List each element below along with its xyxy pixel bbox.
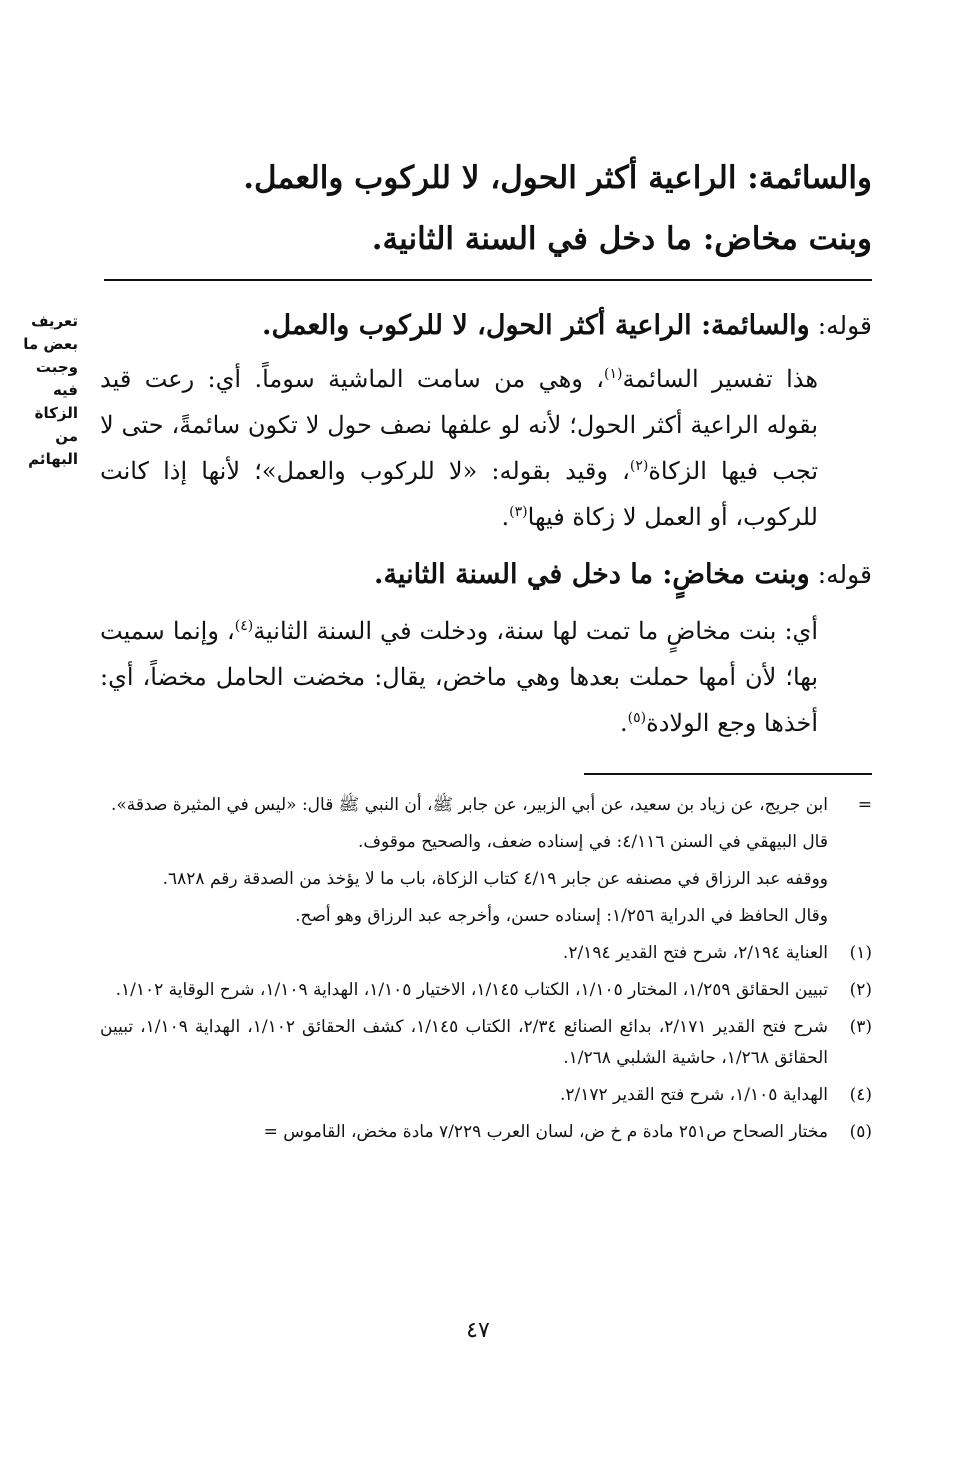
section1-qawluhu: قوله:	[817, 311, 872, 340]
footnote-text: العناية ٢/١٩٤، شرح فتح القدير ٢/١٩٤.	[562, 943, 828, 963]
section2-quote: وبنت مخاضٍ: ما دخل في السنة الثانية.	[374, 559, 810, 590]
section1-text-c: ، وقيد بقوله: «لا للركوب والعمل»؛ لأنها إذا كانت للركوب، أو العمل لا زكاة فيها	[100, 457, 818, 531]
section2-paragraph	[100, 608, 872, 746]
footnote-number: (٢)	[849, 980, 872, 1000]
footnote-item	[100, 1080, 872, 1111]
footnote-text: الهداية ١/١٠٥، شرح فتح القدير ٢/١٧٢.	[559, 1085, 828, 1105]
footnote-item	[100, 1117, 872, 1148]
section1-text-b: ، وهي من سامت الماشية سوماً. أي: رعت قيد بقوله الراعية أكثر الحول؛ لأنه لو علفها نصف حول لا تكون سائمةً، حتى لا تجب فيها الزكاة	[100, 365, 819, 485]
footnote-item	[100, 938, 872, 969]
footnote-text: شرح فتح القدير ٢/١٧١، بدائع الصنائع ٢/٣٤، الكتاب ١/١٤٥، كشف الحقائق ١/١٠٢، الهداية ١/١٠٩، تبيين الحقائق ١/٢٦٨، حاشية الشلبي ١/٢٦٨.	[100, 1017, 829, 1068]
page-number: ٤٧	[466, 1318, 490, 1343]
section1-heading	[112, 306, 872, 346]
footnote-ref-4: (٤)	[234, 618, 254, 634]
matn-line-1: والسائمة: الراعية أكثر الحول، لا للركوب والعمل.	[243, 160, 872, 196]
footnote-extra-line: ووقفه عبد الرزاق في مصنفه عن جابر ٤/١٩ كتاب الزكاة، باب ما لا يؤخذ من الصدقة رقم ٦٨٢٨.	[162, 869, 828, 889]
section2-heading	[112, 555, 872, 595]
footnote-item	[100, 975, 872, 1006]
footnote-number: (٤)	[849, 1085, 872, 1105]
footnote-ref-2: (٢)	[629, 458, 649, 474]
footnote-ref-5: (٥)	[627, 710, 647, 726]
footnotes	[100, 790, 872, 1154]
footnote-text: مختار الصحاح ص٢٥١ مادة م خ ض، لسان العرب ٧/٢٢٩ مادة مخض، القاموس =	[263, 1122, 828, 1142]
margin-note: تعريف بعض ما وجبت فيه الزكاة من البهائم	[23, 312, 78, 468]
matn-line-2: وبنت مخاض: ما دخل في السنة الثانية.	[371, 221, 872, 257]
footnote-continuation	[100, 790, 872, 821]
footnote-continuation-text: ابن جريج، عن زياد بن سعيد، عن أبي الزبير، عن جابر ﷺ، أن النبي ﷺ قال: «ليس في المثيرة صدقة».	[110, 795, 828, 815]
footnote-ref-1: (١)	[604, 366, 623, 382]
section1-text-d: .	[501, 503, 510, 531]
footnote-ref-3: (٣)	[509, 504, 528, 520]
footnote-number: (٣)	[849, 1017, 872, 1037]
matn-separator-rule	[104, 279, 872, 281]
section1-paragraph	[100, 356, 872, 540]
footnote-item	[100, 1012, 872, 1074]
section2-text-b: ، وإنما سميت بها؛ لأن أمها حملت بعدها وهي ماخض، يقال: مخضت الحامل مخضاً، أي: أخذها وجع الولادة	[100, 617, 818, 737]
section1-text-a: هذا تفسير السائمة	[622, 365, 819, 393]
footnote-extra-line: وقال الحافظ في الدراية ١/٢٥٦: إسناده حسن، وأخرجه عبد الرزاق وهو أصح.	[295, 906, 828, 926]
continuation-marker: =	[857, 795, 872, 815]
footnote-extra-line: قال البيهقي في السنن ٤/١١٦: في إسناده ضعف، والصحيح موقوف.	[357, 832, 828, 852]
section2-text-c: .	[620, 709, 628, 737]
footnote-number: (٥)	[849, 1122, 872, 1142]
section1-quote: والسائمة: الراعية أكثر الحول، لا للركوب والعمل.	[262, 310, 810, 341]
section2-qawluhu: قوله:	[817, 560, 872, 589]
section2-text-a: أي: بنت مخاضٍ ما تمت لها سنة، ودخلت في السنة الثانية	[253, 617, 819, 645]
footnote-number: (١)	[849, 943, 872, 963]
footnote-text: تبيين الحقائق ١/٢٥٩، المختار ١/١٠٥، الكتاب ١/١٤٥، الاختيار ١/١٠٥، الهداية ١/١٠٩، شرح الوقاية ١/١٠٢.	[115, 980, 828, 1000]
footnote-separator-rule	[584, 773, 872, 775]
